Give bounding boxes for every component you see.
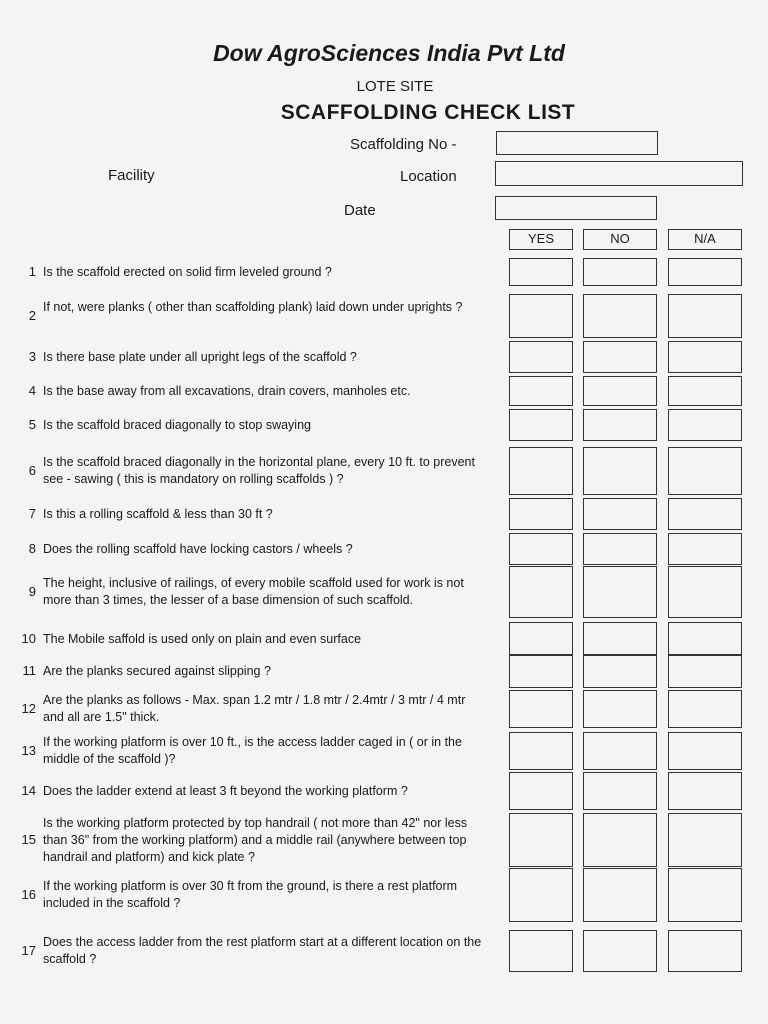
question-text: Is this a rolling scaffold & less than 30 ft ? (43, 507, 273, 521)
answer-box-no[interactable] (583, 376, 657, 406)
question-text: Are the planks secured against slipping ? (43, 664, 271, 678)
answer-box-yes[interactable] (509, 566, 573, 618)
answer-box-yes[interactable] (509, 868, 573, 922)
question-number: 8 (28, 541, 36, 556)
question-number: 17 (21, 943, 36, 958)
question-text: Is the working platform protected by top handrail ( not more than 42" nor less than 36" from the working platform) and a middle rail (anywhere between top handrail and platform) and kick plate ? (43, 816, 468, 864)
answer-box-na[interactable] (668, 654, 742, 688)
answer-box-yes[interactable] (509, 772, 573, 810)
answer-box-no[interactable] (583, 732, 657, 770)
question-text: Does the ladder extend at least 3 ft beyond the working platform ? (43, 784, 408, 798)
answer-box-na[interactable] (668, 868, 742, 922)
answer-box-no[interactable] (583, 258, 657, 286)
answer-box-yes[interactable] (509, 930, 573, 972)
column-header-na: N/A (668, 229, 742, 250)
answer-box-yes[interactable] (509, 622, 573, 656)
question-text: Is there base plate under all upright legs of the scaffold ? (43, 350, 357, 364)
answer-box-na[interactable] (668, 732, 742, 770)
question-number: 12 (21, 701, 36, 716)
answer-box-yes[interactable] (509, 813, 573, 867)
answer-box-na[interactable] (668, 409, 742, 441)
question-text: The height, inclusive of railings, of every mobile scaffold used for work is not more than 3 times, the lesser of a base dimension of such scaffold. (43, 576, 464, 607)
answer-box-na[interactable] (668, 341, 742, 373)
question-number: 9 (28, 584, 36, 599)
date-label: Date (344, 202, 376, 219)
answer-box-yes[interactable] (509, 294, 573, 338)
question-number: 13 (21, 743, 36, 758)
answer-box-yes[interactable] (509, 498, 573, 530)
answer-box-yes[interactable] (509, 654, 573, 688)
answer-box-no[interactable] (583, 868, 657, 922)
answer-box-na[interactable] (668, 533, 742, 565)
question-number: 10 (21, 631, 36, 646)
facility-label: Facility (108, 167, 155, 184)
answer-box-no[interactable] (583, 930, 657, 972)
question-text: Is the scaffold erected on solid firm leveled ground ? (43, 265, 332, 279)
question-number: 7 (28, 506, 36, 521)
question-number: 1 (28, 264, 36, 279)
answer-box-no[interactable] (583, 533, 657, 565)
answer-box-na[interactable] (668, 566, 742, 618)
question-text: Are the planks as follows - Max. span 1.2 mtr / 1.8 mtr / 2.4mtr / 3 mtr / 4 mtr and all are 1.5" thick. (43, 693, 466, 724)
answer-box-no[interactable] (583, 294, 657, 338)
answer-box-no[interactable] (583, 409, 657, 441)
location-field[interactable] (495, 161, 743, 186)
company-name: Dow AgroSciences India Pvt Ltd (213, 40, 565, 66)
answer-box-yes[interactable] (509, 376, 573, 406)
answer-box-no[interactable] (583, 498, 657, 530)
question-number: 15 (21, 832, 36, 847)
answer-box-na[interactable] (668, 498, 742, 530)
question-number: 3 (28, 349, 36, 364)
answer-box-na[interactable] (668, 376, 742, 406)
question-number: 11 (22, 663, 36, 678)
question-number: 2 (28, 308, 36, 323)
answer-box-no[interactable] (583, 622, 657, 656)
question-number: 4 (28, 383, 36, 398)
answer-box-no[interactable] (583, 654, 657, 688)
answer-box-yes[interactable] (509, 732, 573, 770)
location-label: Location (400, 168, 457, 185)
answer-box-yes[interactable] (509, 447, 573, 495)
answer-box-na[interactable] (668, 813, 742, 867)
column-header-yes: YES (509, 229, 573, 250)
question-text: If the working platform is over 30 ft from the ground, is there a rest platform included in the scaffold ? (43, 879, 458, 910)
question-text: If not, were planks ( other than scaffolding plank) laid down under uprights ? (43, 300, 463, 314)
question-text: Does the access ladder from the rest platform start at a different location on the scaffold ? (43, 935, 482, 966)
date-field[interactable] (495, 196, 657, 220)
scaffolding-no-label: Scaffolding No - (350, 136, 457, 153)
answer-box-na[interactable] (668, 772, 742, 810)
answer-box-no[interactable] (583, 690, 657, 728)
answer-box-na[interactable] (668, 294, 742, 338)
answer-box-na[interactable] (668, 690, 742, 728)
question-number: 5 (28, 417, 36, 432)
answer-box-no[interactable] (583, 341, 657, 373)
question-text: Does the rolling scaffold have locking castors / wheels ? (43, 542, 353, 556)
question-number: 14 (21, 783, 36, 798)
answer-box-na[interactable] (668, 930, 742, 972)
answer-box-no[interactable] (583, 813, 657, 867)
answer-box-na[interactable] (668, 258, 742, 286)
question-text: The Mobile saffold is used only on plain and even surface (43, 632, 362, 646)
answer-box-yes[interactable] (509, 533, 573, 565)
answer-box-no[interactable] (583, 566, 657, 618)
site-name: LOTE SITE (356, 78, 434, 95)
answer-box-no[interactable] (583, 772, 657, 810)
scaffolding-no-field[interactable] (496, 131, 658, 155)
question-text: Is the base away from all excavations, drain covers, manholes etc. (43, 384, 411, 398)
question-number: 16 (21, 887, 36, 902)
answer-box-na[interactable] (668, 622, 742, 656)
question-text: Is the scaffold braced diagonally in the horizontal plane, every 10 ft. to prevent see - sawing ( this is mandatory on rolling scaffolds ) ? (43, 455, 475, 486)
answer-box-na[interactable] (668, 447, 742, 495)
answer-box-yes[interactable] (509, 409, 573, 441)
answer-box-yes[interactable] (509, 690, 573, 728)
question-number: 6 (28, 463, 36, 478)
answer-box-yes[interactable] (509, 341, 573, 373)
page-title: SCAFFOLDING CHECK LIST (280, 101, 576, 124)
answer-box-no[interactable] (583, 447, 657, 495)
question-text: If the working platform is over 10 ft., is the access ladder caged in ( or in the middle of the scaffold )? (43, 735, 462, 766)
question-text: Is the scaffold braced diagonally to stop swaying (43, 418, 311, 432)
answer-box-yes[interactable] (509, 258, 573, 286)
column-header-no: NO (583, 229, 657, 250)
